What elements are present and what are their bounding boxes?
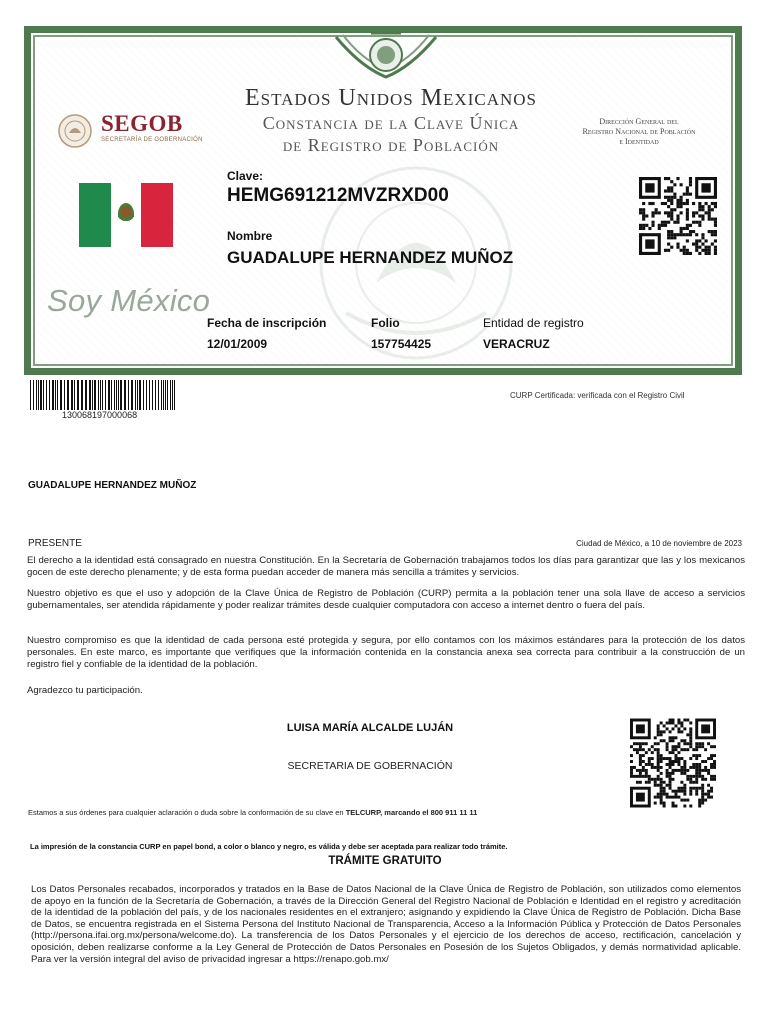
qr-code-icon[interactable] [639, 177, 717, 255]
barcode-icon [30, 380, 178, 410]
qr-code-icon[interactable] [630, 718, 716, 808]
document-subtitle-line1: Constancia de la Clave Única [262, 113, 520, 133]
curp-certificada-note: CURP Certificada: verificada con el Registro Civil [510, 391, 685, 400]
contact-text: Estamos a sus órdenes para cualquier aclaración o duda sobre la conformación de su clave en [28, 808, 346, 817]
entidad-registro-value: VERACRUZ [483, 337, 550, 351]
dgrn-heading [559, 117, 719, 147]
segob-seal-icon [57, 113, 93, 149]
tramite-gratuito-heading: TRÁMITE GRATUITO [328, 855, 442, 867]
entidad-registro-label: Entidad de registro [483, 316, 584, 330]
curp-certificate-card [24, 26, 742, 375]
letter-paragraph: Nuestro objetivo es que el uso y adopción de la Clave Única de Registro de Población (CURP) permita a la población tener una sola llave de acceso a servicios gubernamentales, ser atendida rápidamente y poder realizar trámites desde cualquier computadora con acceso a internet dentro o fuera del país. [27, 588, 745, 611]
fecha-inscripcion-label: Fecha de inscripción [207, 316, 327, 330]
letter-paragraph: Nuestro compromiso es que la identidad de cada persona esté protegida y segura, por ello contamos con los máximos estándares para la protección de los datos personales. En este marco, es importante que verifiques que la información contenida en la constancia anexa sea correcta para contribuir a la construcción de un registro fiel y confiable de la identidad de la población. [27, 635, 745, 670]
dgrn-line2: Registro Nacional de Población [582, 127, 696, 136]
nombre-label: Nombre [227, 229, 273, 243]
folio-value: 157754425 [371, 337, 432, 351]
letter-closing: Agradezco tu participación. [27, 685, 143, 696]
letter-addressee: GUADALUPE HERNANDEZ MUÑOZ [28, 480, 197, 491]
letter-date: Ciudad de México, a 10 de noviembre de 2023 [576, 539, 742, 548]
telcurp-phone: TELCURP, marcando el 800 911 11 11 [345, 808, 478, 817]
mexico-flag-icon [79, 183, 173, 247]
fecha-inscripcion-value: 12/01/2009 [207, 337, 268, 351]
privacy-notice: Los Datos Personales recabados, incorporados y tratados en la Base de Datos Nacional de la Clave Única de Registro de Población, son utilizados como elementos de apoyo en la función de la Secretaría de Gobernación, a través de la Dirección General del Registro Nacional de Población e Identidad en el registro y acreditación de la identidad de la población del país, y de los nacionales residentes en el extranjero; asignando y expidiendo la Clave Única de Registro de Población. Dicha Base de Datos, se encuentra registrada en el Sistema Persona del Instituto Nacional de Transparencia, Acceso a la Información Pública y Protección de Datos Personales (http://persona.ifai.org.mx/persona/welcome.do). La transferencia de los Datos Personales y el ejercicio de los derechos de acceso, rectificación, cancelación y oposición, deben realizarse conforme a la Ley General de Protección de Datos Personales en Posesión de los Sujetos Obligados, y demás normatividad aplicable. Para ver la versión integral del aviso de privacidad ingresar a https://renapo.gob.mx/ [31, 884, 741, 965]
barcode-number: 130068197000068 [62, 410, 138, 420]
clave-label: Clave: [227, 169, 264, 183]
signatory-name: LUISA MARÍA ALCALDE LUJÁN [286, 722, 454, 734]
nombre-value: GUADALUPE HERNANDEZ MUÑOZ [227, 248, 514, 267]
clave-value: HEMG691212MVZRXD00 [227, 185, 449, 206]
dgrn-line3: e Identidad [619, 137, 659, 146]
soy-mexico-logo: Soy México [47, 283, 211, 318]
dgrn-line1: Dirección General del [599, 117, 679, 126]
folio-label: Folio [371, 316, 400, 330]
print-validity-note: La impresión de la constancia CURP en papel bond, a color o blanco y negro, es válida y debe ser aceptada para realizar todo trámite. [30, 842, 508, 851]
national-crest-icon [331, 27, 441, 87]
letter-presente: PRESENTE [28, 538, 82, 549]
document-subtitle-line2: de Registro de Población [282, 135, 500, 155]
signatory-title: SECRETARIA DE GOBERNACIÓN [287, 760, 453, 772]
segob-subtitle: SECRETARÍA DE GOBERNACIÓN [101, 137, 203, 143]
segob-logo-text: SEGOB [101, 111, 183, 136]
document-title: Estados Unidos Mexicanos [245, 85, 537, 111]
letter-paragraph: El derecho a la identidad está consagrado en nuestra Constitución. En la Secretaría de Gobernación trabajamos todos los días para garantizar que las y los mexicanos gocen de este derecho plenamente; y de esta forma puedan acceder de manera más sencilla a trámites y servicios. [27, 555, 745, 578]
contact-line [28, 808, 477, 817]
